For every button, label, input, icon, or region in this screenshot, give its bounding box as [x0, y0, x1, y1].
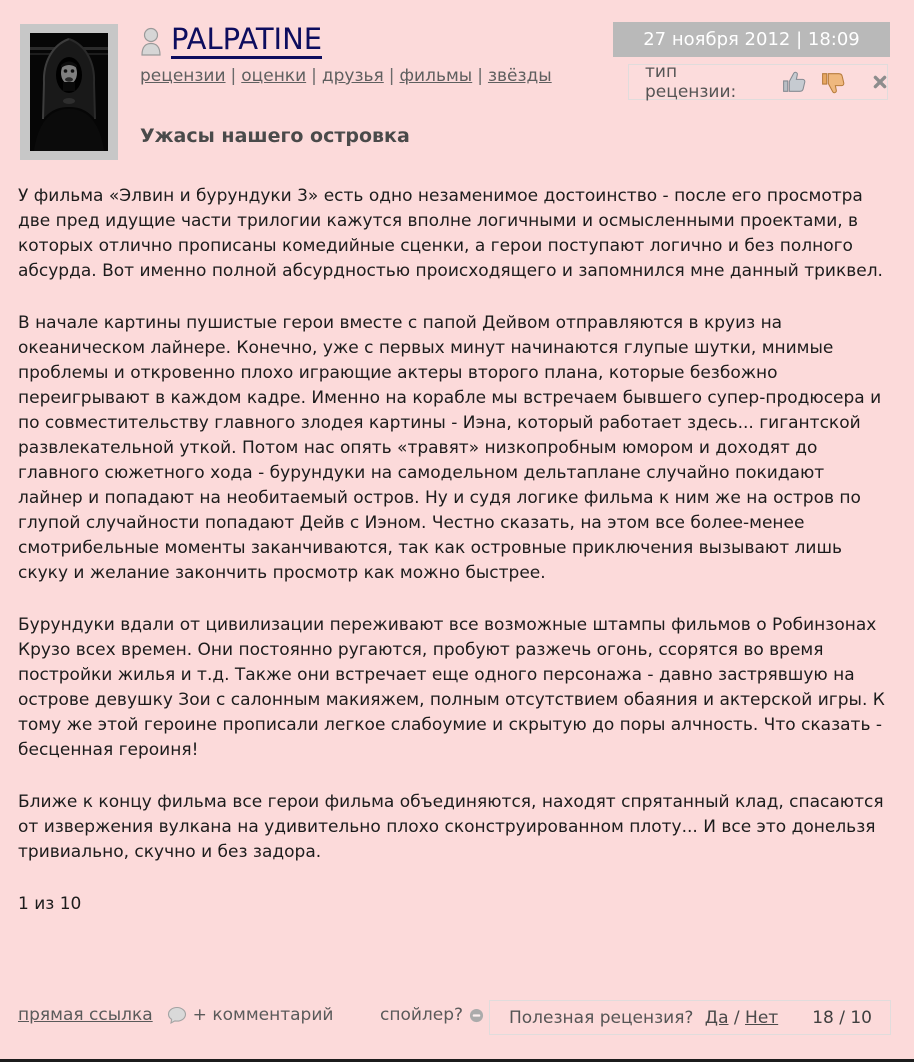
review-paragraph: Ближе к концу фильма все герои фильма объединяются, находят спрятанный клад, спасаются от извержения вулкана на удивительно плохо сконструированном плоту... И все это донельзя тривиально, скучно и без задора. — [18, 792, 884, 862]
nav-link-reviews[interactable]: рецензии — [140, 66, 226, 86]
review-type-box — [628, 64, 888, 100]
review-body — [18, 184, 892, 917]
thumb-down-icon[interactable] — [820, 69, 847, 96]
nav-separator: | — [311, 66, 317, 86]
nav-link-stars[interactable]: звёзды — [487, 66, 552, 86]
user-icon — [140, 27, 162, 56]
thumb-up-icon[interactable] — [781, 69, 808, 96]
minus-circle-icon[interactable] — [469, 1008, 484, 1023]
nav-link-ratings[interactable]: оценки — [241, 66, 307, 86]
review-title: Ужасы нашего островка — [140, 125, 410, 147]
comment-bubble-icon[interactable] — [167, 1005, 187, 1025]
spoiler-label: спойлер? — [380, 1005, 464, 1025]
vote-yes-link[interactable]: Да — [704, 1007, 729, 1028]
avatar-image — [30, 33, 108, 151]
avatar[interactable] — [20, 24, 118, 160]
vote-counts: 18 / 10 — [812, 1007, 872, 1028]
nav-separator: | — [230, 66, 237, 86]
date-bar — [613, 22, 890, 57]
user-header — [140, 24, 322, 59]
vote-separator: / — [733, 1007, 740, 1028]
useful-review-box — [489, 1000, 891, 1035]
review-paragraph: У фильма «Элвин и бурундуки 3» есть одно незаменимое достоинство - после его просмотра две пред идущие части трилогии кажутся вполне логичными и осмысленными проектами, в которых отлично прописаны комедийные сценки, а герои поступают логично и без полного абсурда. Вот именно полной абсурдностью происходящего и запомнился мне данный триквел. — [18, 186, 883, 281]
footer-actions — [18, 1005, 333, 1025]
username-link[interactable]: PALPATINE — [171, 24, 322, 59]
nav-link-films[interactable]: фильмы — [399, 66, 473, 86]
nav-separator: | — [477, 66, 483, 86]
review-paragraph: Бурундуки вдали от цивилизации переживают все возможные штампы фильмов о Робинзонах Крузо всех времен. Они постоянно ругаются, пробуют разжечь огонь, ссорятся во время постройки жилья и т.д. Также они встречает еще одного персонажа - давно застрявшую на острове девушку Зои с салонным макияжем, полным отсутствием обаяния и актерской игры. К тому же этой героине прописали легкое слабоумие и скрытую до поры алчность. Что сказать - бесценная героиня! — [18, 615, 885, 760]
review-datetime: 27 ноября 2012 | 18:09 — [643, 29, 860, 50]
direct-link[interactable]: прямая ссылка — [18, 1005, 153, 1025]
user-nav — [140, 66, 552, 86]
vote-links — [705, 1008, 778, 1028]
vote-no-link[interactable]: Нет — [745, 1007, 779, 1028]
nav-link-friends[interactable]: друзья — [321, 66, 384, 86]
review-paragraph: В начале картины пушистые герои вместе с папой Дейвом отправляются в круиз на океаническом лайнере. Конечно, уже с первых минут начинаются глупые шутки, мнимые проблемы и откровенно плохо играющие актеры второго плана, которые безбожно переигрывают в каждом кадре. Именно на корабле мы встречаем бывшего супер-продюсера и по совместительству главного злодея картины - Иэна, который работает здесь... гигантской развлекательной уткой. Потом нас опять «травят» низкопробным юмором и доходят до главного сюжетного хода - бурундуки на самодельном дельтаплане случайно покидают лайнер и попадают на необитаемый остров. Ну и судя логике фильма к ним же на остров по глупой случайности попадают Дейв с Иэном. Честно сказать, на этом все более-менее смотрибельные моменты заканчиваются, так как островные приключения вызывают лишь скуку и желание закончить просмотр как можно быстрее. — [18, 313, 882, 583]
close-icon[interactable] — [873, 75, 887, 89]
useful-question: Полезная рецензия? — [509, 1007, 694, 1028]
add-comment-link[interactable]: + комментарий — [192, 1005, 334, 1025]
user-rating: 1 из 10 — [18, 894, 82, 914]
review-type-label: тип рецензии: — [645, 62, 737, 102]
spoiler-control — [380, 1005, 484, 1025]
nav-separator: | — [388, 66, 395, 86]
